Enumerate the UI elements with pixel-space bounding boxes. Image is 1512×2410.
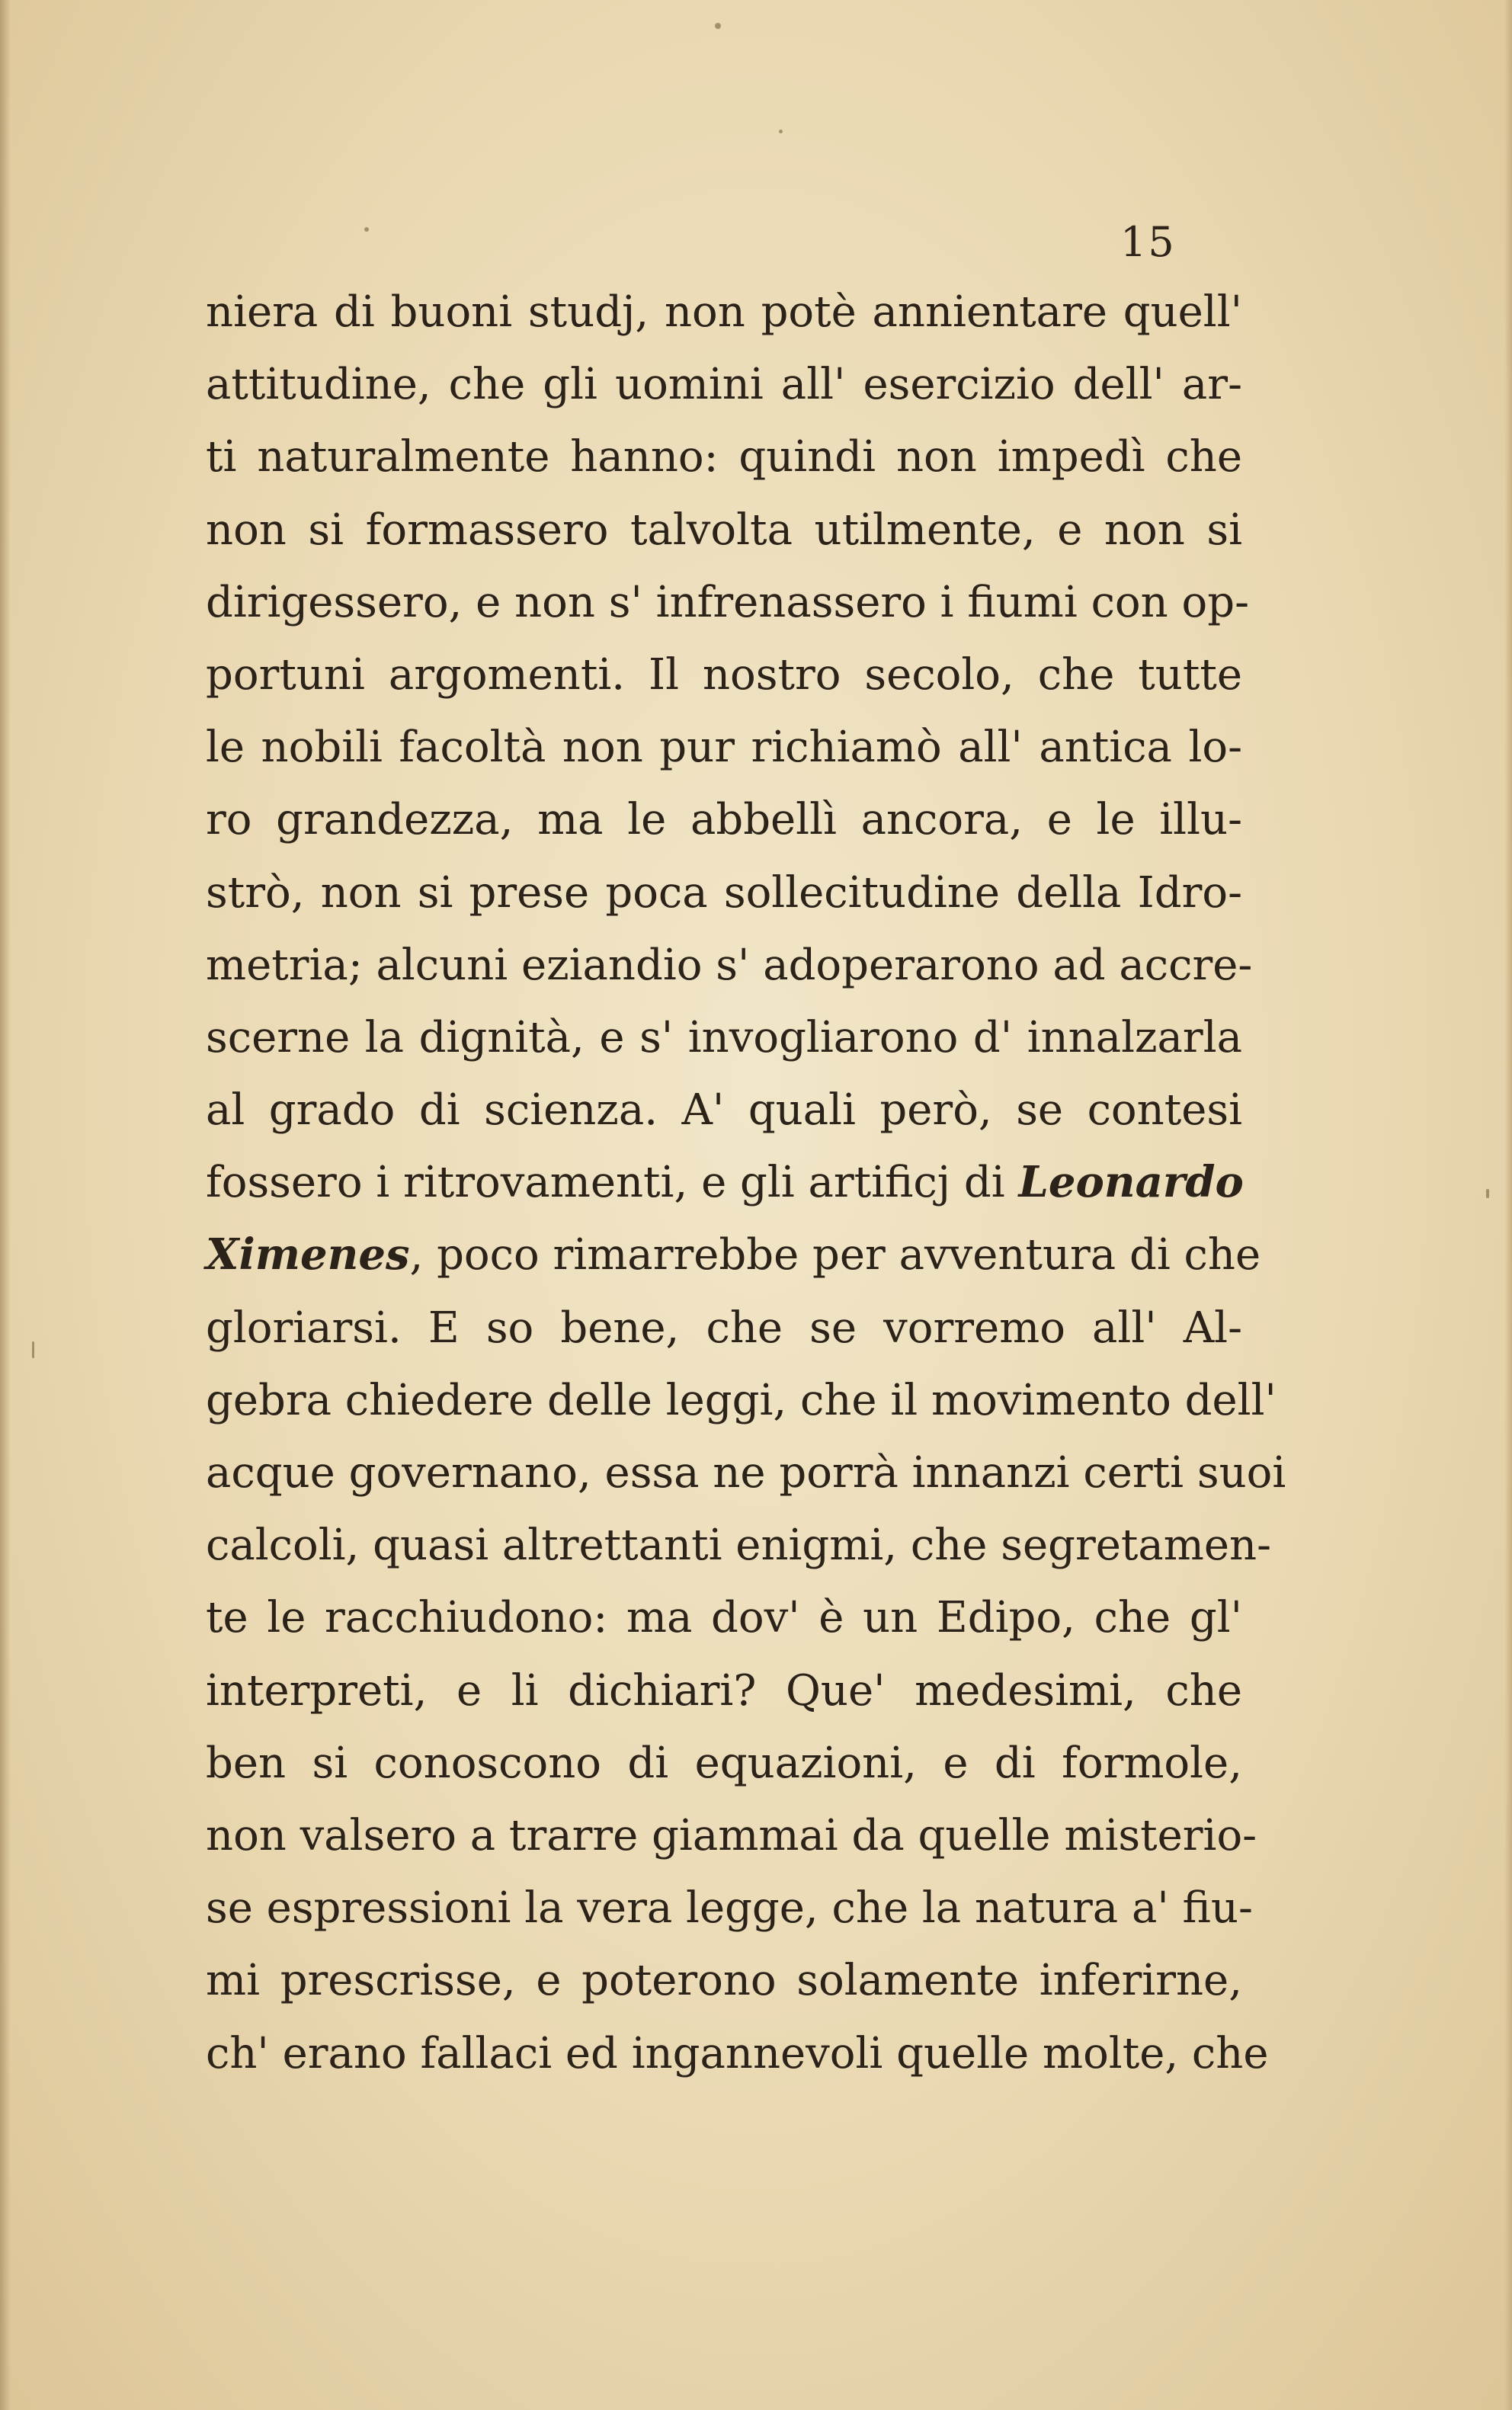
page-left-edge-shadow xyxy=(0,0,11,2410)
text-line-14 xyxy=(206,1219,1261,1291)
text-line-6: portuni argomenti. Il nostro secolo, che tutte xyxy=(206,649,1242,700)
text-line-24: mi prescrisse, e poterono solamente inferirne, xyxy=(206,1956,1242,2006)
text-line-16: gebra chiedere delle leggi, che il movimento dell' xyxy=(206,1375,1277,1425)
text-line-23: se espressioni la vera legge, che la natura a' fiu- xyxy=(206,1883,1253,1934)
text-line-13 xyxy=(206,1146,1242,1219)
text-line-22: non valsero a trarre giammai da quelle misterio- xyxy=(206,1810,1257,1860)
page-right-edge-shadow xyxy=(1504,0,1512,2410)
text-line-12: al grado di scienza. A' quali però, se contesi xyxy=(206,1085,1242,1136)
text-line-15: gloriarsi. E so bene, che se vorremo all' Al- xyxy=(206,1303,1242,1353)
text-line-1: niera di buoni studj, non potè annientare quell' xyxy=(206,287,1242,337)
text-line-7: le nobili facoltà non pur richiamò all' antica lo- xyxy=(206,723,1242,773)
text-line-10: metria; alcuni eziandio s' adoperarono ad accre- xyxy=(206,940,1253,990)
text-line-11: scerne la dignità, e s' invogliarono d' innalzarla xyxy=(206,1012,1242,1062)
text-line-25: ch' erano fallaci ed ingannevoli quelle molte, che xyxy=(206,2028,1269,2078)
text-line-13-italic: Leonardo xyxy=(1018,1157,1244,1208)
text-line-5: dirigessero, e non s' infrenassero i fiumi con op- xyxy=(206,577,1249,627)
body-text xyxy=(206,276,1286,2090)
paper-speck xyxy=(1486,1189,1489,1198)
paper-speck xyxy=(715,23,721,29)
text-line-9: strò, non si prese poca sollecitudine della Idro- xyxy=(206,867,1242,918)
paper-speck xyxy=(779,130,783,133)
text-line-14-italic: Ximenes xyxy=(206,1229,410,1280)
text-line-17: acque governano, essa ne porrà innanzi certi suoi xyxy=(206,1448,1286,1498)
text-line-4: non si formassero talvolta utilmente, e non si xyxy=(206,505,1242,555)
page-number: 15 xyxy=(1120,218,1176,266)
text-line-20: interpreti, e li dichiari? Que' medesimi, che xyxy=(206,1665,1242,1716)
text-line-13-roman: fossero i ritrovamenti, e gli artificj di xyxy=(206,1158,1005,1208)
text-line-18: calcoli, quasi altrettanti enigmi, che segretamen- xyxy=(206,1521,1272,1571)
paper-speck xyxy=(32,1341,34,1358)
paper-speck xyxy=(364,227,369,232)
text-line-14-roman: , poco rimarrebbe per avventura di che xyxy=(409,1230,1261,1280)
text-line-3: ti naturalmente hanno: quindi non impedì che xyxy=(206,432,1242,482)
text-line-19: te le racchiudono: ma dov' è un Edipo, che gl' xyxy=(206,1593,1242,1643)
text-line-2: attitudine, che gli uomini all' esercizio dell' ar- xyxy=(206,360,1242,410)
text-line-21: ben si conoscono di equazioni, e di formole, xyxy=(206,1738,1242,1788)
text-line-8: ro grandezza, ma le abbellì ancora, e le illu- xyxy=(206,795,1242,845)
